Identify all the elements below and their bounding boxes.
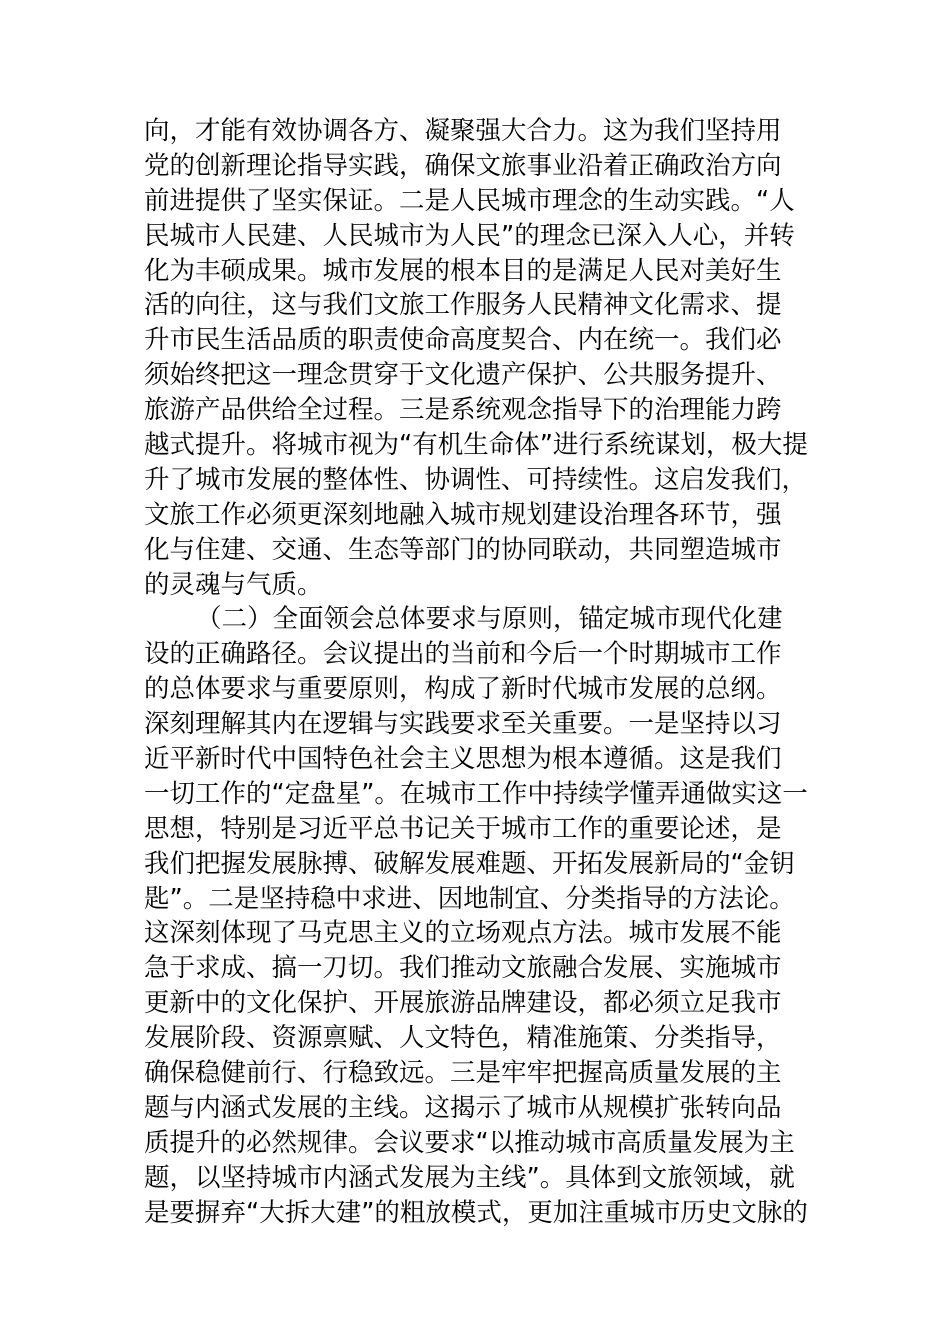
text-line: 须始终把这一理念贯穿于文化遗产保护、公共服务提升、 xyxy=(144,360,782,391)
text-line: 民城市人民建、人民城市为人民”的理念已深入人心，并转 xyxy=(144,220,795,251)
text-line: 党的创新理论指导实践，确保文旅事业沿着正确政治方向 xyxy=(144,150,782,181)
text-line: 前进提供了坚实保证。二是人民城市理念的生动实践。“人 xyxy=(144,185,795,216)
text-line: 升市民生活品质的职责使命高度契合、内在统一。我们必 xyxy=(144,325,782,356)
text-line: 旅游产品供给全过程。三是系统观念指导下的治理能力跨 xyxy=(144,395,782,426)
text-line: 一切工作的“定盘星”。在城市工作中持续学懂弄通做实这一 xyxy=(144,778,808,809)
text-line: 题与内涵式发展的主线。这揭示了城市从规模扩张转向品 xyxy=(144,1092,782,1123)
text-line: 设的正确路径。会议提出的当前和今后一个时期城市工作 xyxy=(144,639,782,670)
text-line: 确保稳健前行、行稳致远。三是牢牢把握高质量发展的主 xyxy=(144,1058,782,1089)
text-line: 向，才能有效协调各方、凝聚强大合力。这为我们坚持用 xyxy=(144,116,782,146)
text-line: 文旅工作必须更深刻地融入城市规划建设治理各环节，强 xyxy=(144,499,782,530)
text-line: 急于求成、搞一刀切。我们推动文旅融合发展、实施城市 xyxy=(144,953,782,984)
paragraph-heading-line: （二）全面领会总体要求与原则，锚定城市现代化建 xyxy=(196,604,783,635)
text-line: 的灵魂与气质。 xyxy=(144,569,323,600)
text-line: 近平新时代中国特色社会主义思想为根本遵循。这是我们 xyxy=(144,744,782,775)
text-line: 活的向往，这与我们文旅工作服务人民精神文化需求、提 xyxy=(144,290,782,321)
text-line: 题，以坚持城市内涵式发展为主线”。具体到文旅领域，就 xyxy=(144,1162,795,1193)
text-line: 化与住建、交通、生态等部门的协同联动，共同塑造城市 xyxy=(144,534,782,565)
text-line: 深刻理解其内在逻辑与实践要求至关重要。一是坚持以习 xyxy=(144,709,782,740)
text-line: 这深刻体现了马克思主义的立场观点方法。城市发展不能 xyxy=(144,918,782,949)
text-line: 升了城市发展的整体性、协调性、可持续性。这启发我们， xyxy=(144,464,808,495)
body-text xyxy=(144,114,844,1231)
text-line: 更新中的文化保护、开展旅游品牌建设，都必须立足我市 xyxy=(144,988,782,1019)
text-line: 匙”。二是坚持稳中求进、因地制宜、分类指导的方法论。 xyxy=(144,883,795,914)
text-line: 我们把握发展脉搏、破解发展难题、开拓发展新局的“金钥 xyxy=(144,848,795,879)
text-line: 质提升的必然规律。会议要求“以推动城市高质量发展为主 xyxy=(144,1127,795,1158)
text-line: 思想，特别是习近平总书记关于城市工作的重要论述，是 xyxy=(144,813,782,844)
text-line: 的总体要求与重要原则，构成了新时代城市发展的总纲。 xyxy=(144,674,782,705)
text-line: 越式提升。将城市视为“有机生命体”进行系统谋划，极大提 xyxy=(144,430,808,461)
text-line: 化为丰硕成果。城市发展的根本目的是满足人民对美好生 xyxy=(144,255,782,286)
text-line: 发展阶段、资源禀赋、人文特色，精准施策、分类指导， xyxy=(144,1023,782,1054)
text-line: 是要摒弃“大拆大建”的粗放模式，更加注重城市历史文脉的 xyxy=(144,1197,808,1228)
